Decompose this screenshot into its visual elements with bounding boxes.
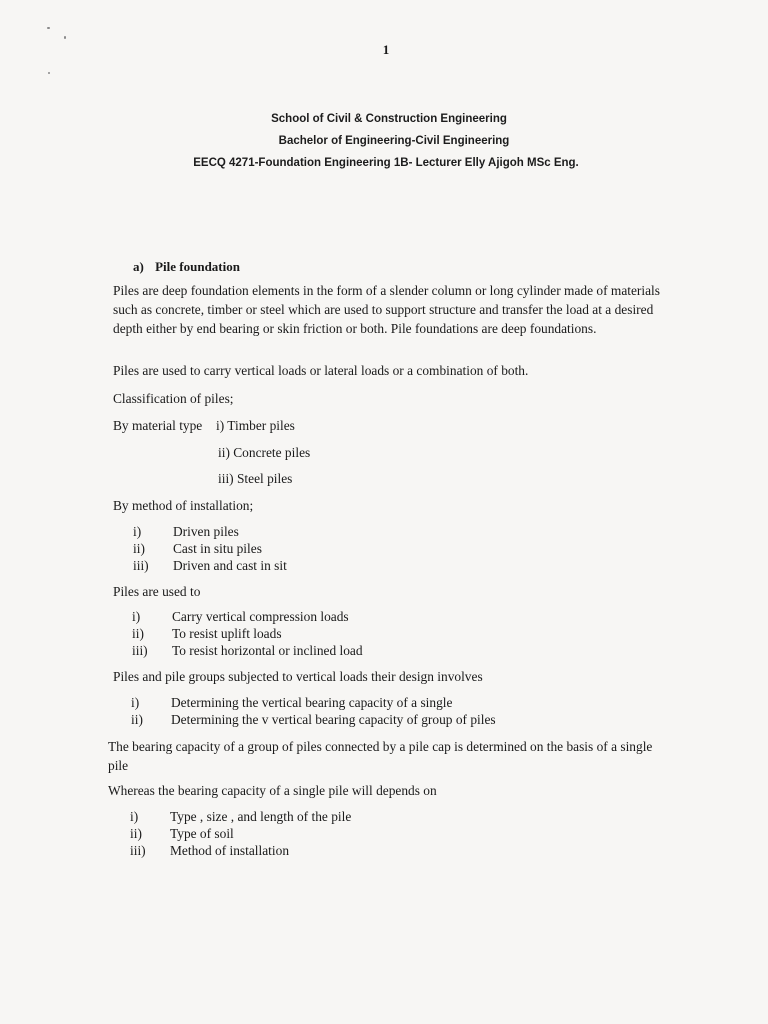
list-item	[130, 808, 351, 825]
list-item	[132, 608, 363, 625]
list-number: ii)	[132, 626, 144, 641]
list-item	[133, 540, 287, 557]
list-item	[133, 557, 287, 574]
list-number: i)	[130, 809, 139, 824]
list-text: Type , size , and length of the pile	[170, 809, 352, 824]
list-number: iii)	[130, 843, 146, 858]
list-text: Carry vertical compression loads	[172, 609, 349, 624]
page-number: 1	[382, 42, 390, 57]
section-marker: a)	[133, 259, 144, 274]
document-header	[0, 108, 768, 174]
scan-mark	[64, 36, 66, 39]
material-type-label: By material type	[113, 418, 203, 433]
design-heading: Piles and pile groups subjected to vertical loads their design involves	[113, 669, 483, 684]
intro-paragraph: Piles are deep foundation elements in the form of a slender column or long cylinder made of materials such as concrete, timber or steel which are used to support structure and transfer the load at a desired depth either by end bearing or skin friction or both. Pile foundations are deep foundations.	[113, 283, 660, 336]
list-item	[133, 523, 287, 540]
list-number: iii)	[132, 643, 148, 658]
classification-heading: Classification of piles;	[113, 391, 234, 406]
list-item	[132, 625, 363, 642]
depends-list	[130, 808, 351, 859]
scan-mark	[48, 72, 50, 74]
list-text: Determining the vertical bearing capacity of a single	[171, 695, 453, 710]
used-heading: Piles are used to	[113, 584, 201, 599]
installation-list	[133, 523, 287, 574]
list-item	[131, 694, 496, 711]
list-number: ii)	[131, 712, 143, 727]
list-text: Driven piles	[173, 524, 239, 539]
list-text: Cast in situ piles	[173, 541, 262, 556]
list-text: To resist horizontal or inclined load	[172, 643, 363, 658]
loads-paragraph: Piles are used to carry vertical loads or lateral loads or a combination of both.	[113, 363, 529, 378]
list-item	[130, 842, 351, 859]
section-heading	[133, 257, 240, 276]
list-number: ii)	[130, 826, 142, 841]
list-text: Method of installation	[170, 843, 290, 858]
list-number: i)	[133, 524, 142, 539]
material-item: iii) Steel piles	[218, 471, 293, 486]
list-item	[131, 711, 496, 728]
scan-mark	[47, 27, 50, 29]
list-item	[130, 825, 351, 842]
degree-name: Bachelor of Engineering-Civil Engineering	[278, 135, 510, 147]
material-item: i) Timber piles	[216, 418, 295, 433]
uses-list	[132, 608, 363, 659]
list-number: ii)	[133, 541, 145, 556]
list-number: i)	[132, 609, 141, 624]
list-number: i)	[131, 695, 140, 710]
list-text: Type of soil	[170, 826, 234, 841]
list-item	[132, 642, 363, 659]
design-list	[131, 694, 496, 728]
installation-heading: By method of installation;	[113, 498, 254, 513]
list-text: To resist uplift loads	[172, 626, 282, 641]
list-number: iii)	[133, 558, 149, 573]
course-title: EECQ 4271-Foundation Engineering 1B- Lecturer Elly Ajigoh MSc Eng.	[193, 157, 579, 169]
list-text: Driven and cast in sit	[173, 558, 287, 573]
list-text: Determining the v vertical bearing capacity of group of piles	[171, 712, 496, 727]
group-paragraph: The bearing capacity of a group of piles connected by a pile cap is determined on the basis of a single pile	[108, 739, 653, 773]
school-name: School of Civil & Construction Engineering	[271, 113, 507, 125]
material-item: ii) Concrete piles	[218, 445, 311, 460]
section-title: Pile foundation	[155, 259, 240, 274]
depends-heading: Whereas the bearing capacity of a single pile will depends on	[108, 783, 437, 798]
